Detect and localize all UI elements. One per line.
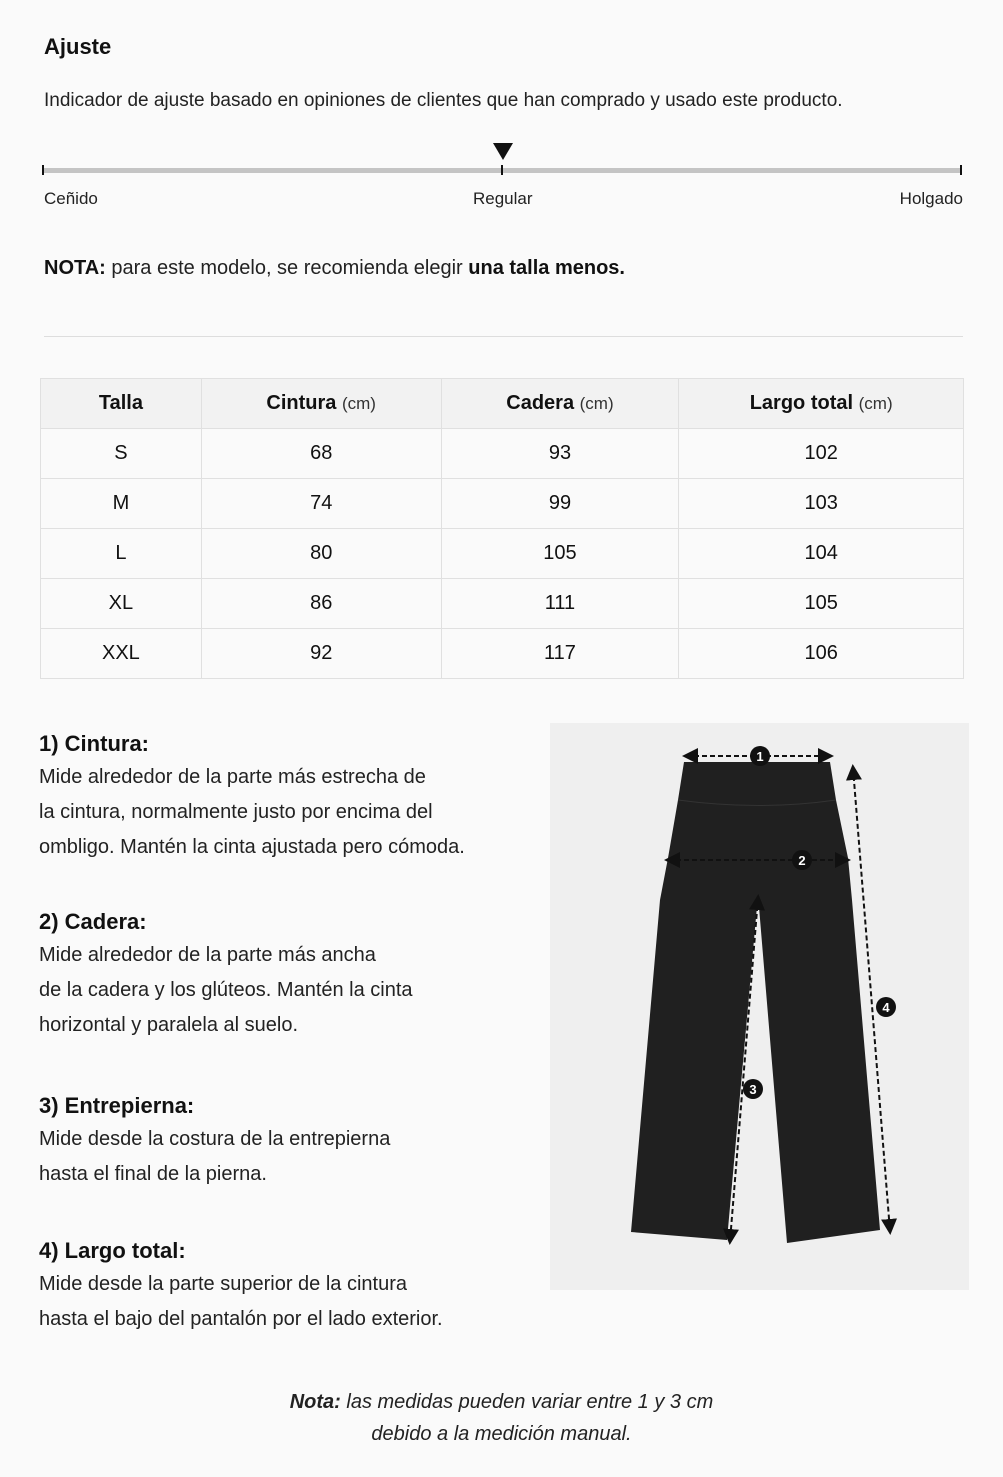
guide-line: horizontal y paralela al suelo.: [39, 1014, 299, 1036]
marker-4: 4: [882, 1000, 890, 1015]
measure-guide-section: [39, 1090, 529, 1192]
table-cell: 105: [441, 529, 679, 579]
guide-line: hasta el bajo del pantalón por el lado exterior.: [39, 1308, 443, 1330]
guide-line: Mide desde la parte superior de la cintura: [39, 1273, 407, 1295]
table-row: [41, 429, 964, 479]
table-cell: 68: [201, 429, 441, 479]
fit-marker-icon: [493, 143, 513, 160]
fit-title: Ajuste: [44, 34, 112, 59]
marker-1: 1: [756, 749, 764, 764]
guide-title: 3) Entrepierna:: [39, 1093, 195, 1118]
table-cell: 105: [679, 579, 964, 629]
column-header: Cadera (cm): [441, 379, 679, 429]
table-cell: M: [41, 479, 202, 529]
column-header: Talla: [41, 379, 202, 429]
table-cell: S: [41, 429, 202, 479]
size-table: [40, 378, 964, 679]
column-header: Largo total (cm): [679, 379, 964, 429]
pants-image: [631, 762, 880, 1243]
table-cell: 74: [201, 479, 441, 529]
table-row: [41, 579, 964, 629]
table-cell: 80: [201, 529, 441, 579]
table-cell: 104: [679, 529, 964, 579]
fit-label-regular: Regular: [473, 189, 533, 208]
marker-3: 3: [749, 1082, 757, 1097]
table-cell: 86: [201, 579, 441, 629]
tick: [501, 165, 503, 175]
fit-label-tight: Ceñido: [44, 189, 98, 208]
guide-line: Mide alrededor de la parte más ancha: [39, 944, 376, 966]
table-row: [41, 629, 964, 679]
table-cell: 99: [441, 479, 679, 529]
tick: [42, 165, 44, 175]
table-cell: 117: [441, 629, 679, 679]
measure-guide-section: [39, 728, 529, 865]
fit-label-loose: Holgado: [899, 189, 963, 208]
fit-description: Indicador de ajuste basado en opiniones de clientes que han comprado y usado este producto.: [44, 90, 843, 111]
pants-measurement-diagram: [550, 723, 969, 1290]
table-row: [41, 479, 964, 529]
guide-title: 1) Cintura:: [39, 731, 149, 756]
column-header: Cintura (cm): [201, 379, 441, 429]
size-note: NOTA: para este modelo, se recomienda elegir una talla menos.: [44, 257, 625, 279]
table-row: [41, 529, 964, 579]
table-cell: 106: [679, 629, 964, 679]
guide-title: 4) Largo total:: [39, 1238, 186, 1263]
guide-line: hasta el final de la pierna.: [39, 1163, 267, 1185]
guide-line: Mide alrededor de la parte más estrecha de: [39, 766, 426, 788]
table-cell: 111: [441, 579, 679, 629]
guide-title: 2) Cadera:: [39, 909, 147, 934]
table-cell: 103: [679, 479, 964, 529]
fit-scale: [42, 168, 962, 173]
table-cell: XL: [41, 579, 202, 629]
footer-note: Nota: las medidas pueden variar entre 1 y 3 cm debido a la medición manual.: [289, 1391, 714, 1445]
measure-guide-section: [39, 906, 529, 1043]
guide-line: Mide desde la costura de la entrepierna: [39, 1128, 391, 1150]
measure-guide-section: [39, 1235, 529, 1337]
table-cell: L: [41, 529, 202, 579]
guide-line: ombligo. Mantén la cinta ajustada pero cómoda.: [39, 836, 465, 858]
tick: [960, 165, 962, 175]
guide-line: la cintura, normalmente justo por encima del: [39, 801, 433, 823]
table-cell: 102: [679, 429, 964, 479]
guide-line: de la cadera y los glúteos. Mantén la cinta: [39, 979, 413, 1001]
marker-2: 2: [798, 853, 806, 868]
table-cell: XXL: [41, 629, 202, 679]
divider: [44, 336, 963, 337]
table-cell: 92: [201, 629, 441, 679]
table-cell: 93: [441, 429, 679, 479]
